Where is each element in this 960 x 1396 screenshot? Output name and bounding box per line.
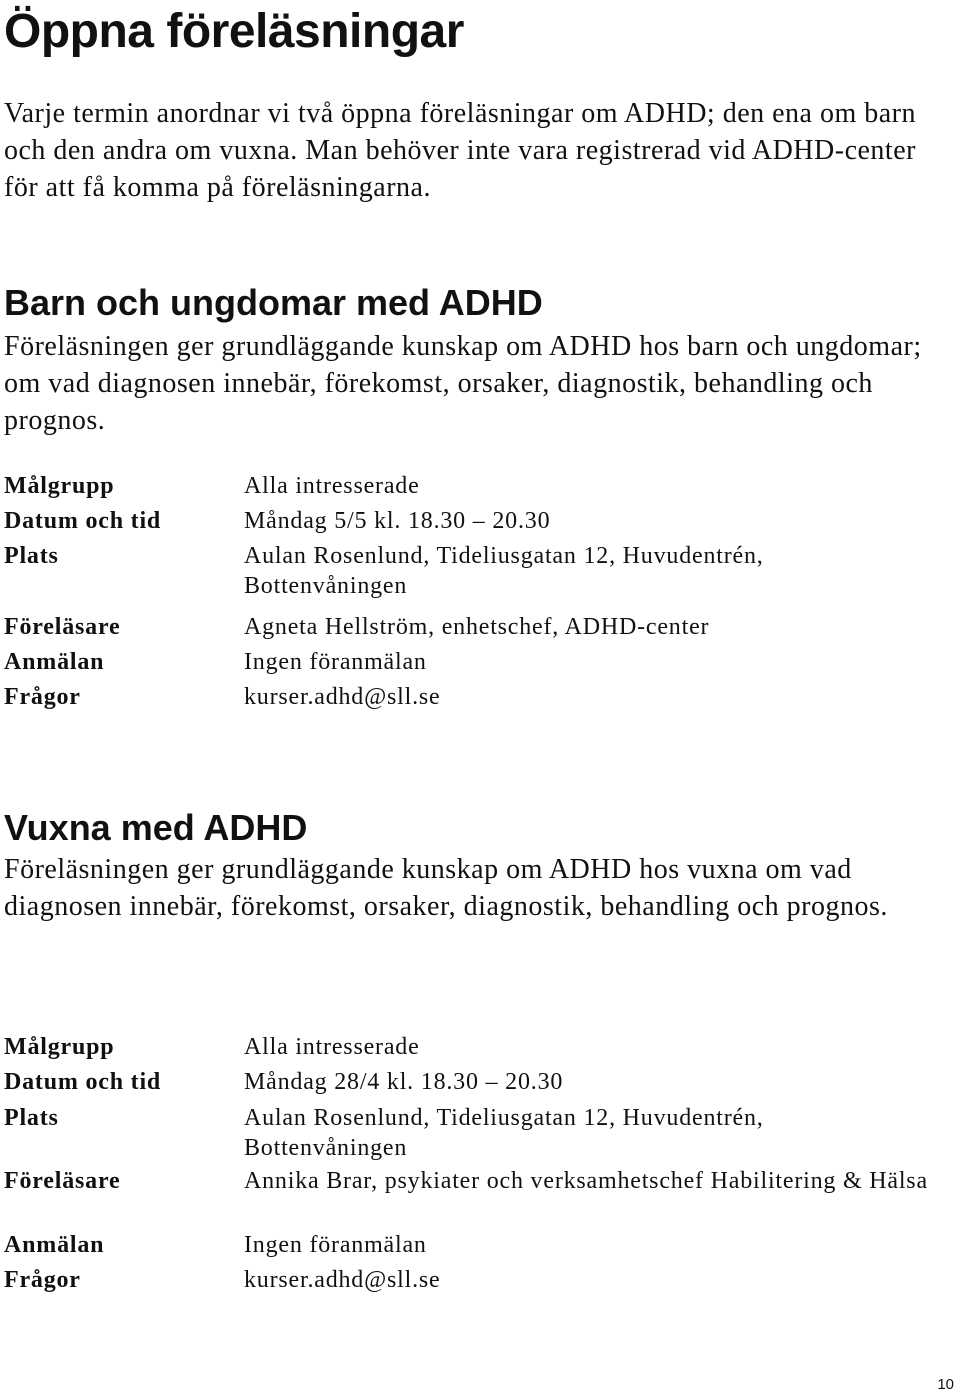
detail-label: Föreläsare [4,614,121,640]
detail-row-location [4,1103,954,1163]
contact-email: kurser.adhd@sll.se [244,1267,441,1293]
intro-paragraph: Varje termin anordnar vi två öppna föreläsningar om ADHD; den ena om barn och den andra om vuxna. Man behöver inte vara registrerad vid ADHD-center för att få komma på föreläsningarna. [4,98,917,203]
detail-row-date [4,506,954,536]
detail-label: Målgrupp [4,1034,115,1060]
detail-value: Alla intresserade [244,1034,420,1060]
page-number: 10 [937,1376,954,1393]
detail-label: Frågor [4,1267,81,1293]
detail-row-registration [4,1230,954,1260]
detail-value: Ingen föranmälan [244,1232,427,1258]
detail-value: Alla intresserade [244,473,420,499]
detail-label: Datum och tid [4,1069,162,1095]
detail-label: Plats [4,543,59,569]
detail-row-target-group [4,1032,954,1062]
detail-label: Anmälan [4,649,105,675]
contact-email: kurser.adhd@sll.se [244,684,441,710]
detail-row-lecturer [4,612,954,642]
detail-label: Målgrupp [4,473,115,499]
detail-label: Frågor [4,684,81,710]
detail-row-questions [4,1265,954,1295]
detail-row-location [4,541,954,601]
lecture-description-children: Föreläsningen ger grundläggande kunskap om ADHD hos barn och ungdomar; om vad diagnosen innebär, förekomst, orsaker, diagnostik, behandling och prognos. [4,331,922,436]
detail-row-target-group [4,471,954,501]
detail-label: Plats [4,1105,59,1131]
detail-label: Anmälan [4,1232,105,1258]
detail-row-questions [4,682,954,712]
lecture-heading-children: Barn och ungdomar med ADHD [4,282,543,323]
detail-value: Annika Brar, psykiater och verksamhetschef Habilitering & Hälsa [244,1168,928,1194]
detail-value: Måndag 5/5 kl. 18.30 – 20.30 [244,508,551,534]
page-title: Öppna föreläsningar [4,5,464,58]
detail-row-date [4,1067,954,1097]
detail-value: Agneta Hellström, enhetschef, ADHD-center [244,614,710,640]
detail-label: Datum och tid [4,508,162,534]
detail-row-registration [4,647,954,677]
lecture-heading-adults: Vuxna med ADHD [4,807,308,848]
lecture-description-adults: Föreläsningen ger grundläggande kunskap om ADHD hos vuxna om vad diagnosen innebär, förekomst, orsaker, diagnostik, behandling och prognos. [4,854,888,922]
detail-value: Måndag 28/4 kl. 18.30 – 20.30 [244,1069,564,1095]
detail-value: Aulan Rosenlund, Tideliusgatan 12, Huvudentrén, Bottenvåningen [244,1105,764,1161]
detail-label: Föreläsare [4,1168,121,1194]
detail-value: Ingen föranmälan [244,649,427,675]
detail-value: Aulan Rosenlund, Tideliusgatan 12, Huvudentrén, Bottenvåningen [244,543,764,599]
detail-row-lecturer [4,1166,954,1196]
